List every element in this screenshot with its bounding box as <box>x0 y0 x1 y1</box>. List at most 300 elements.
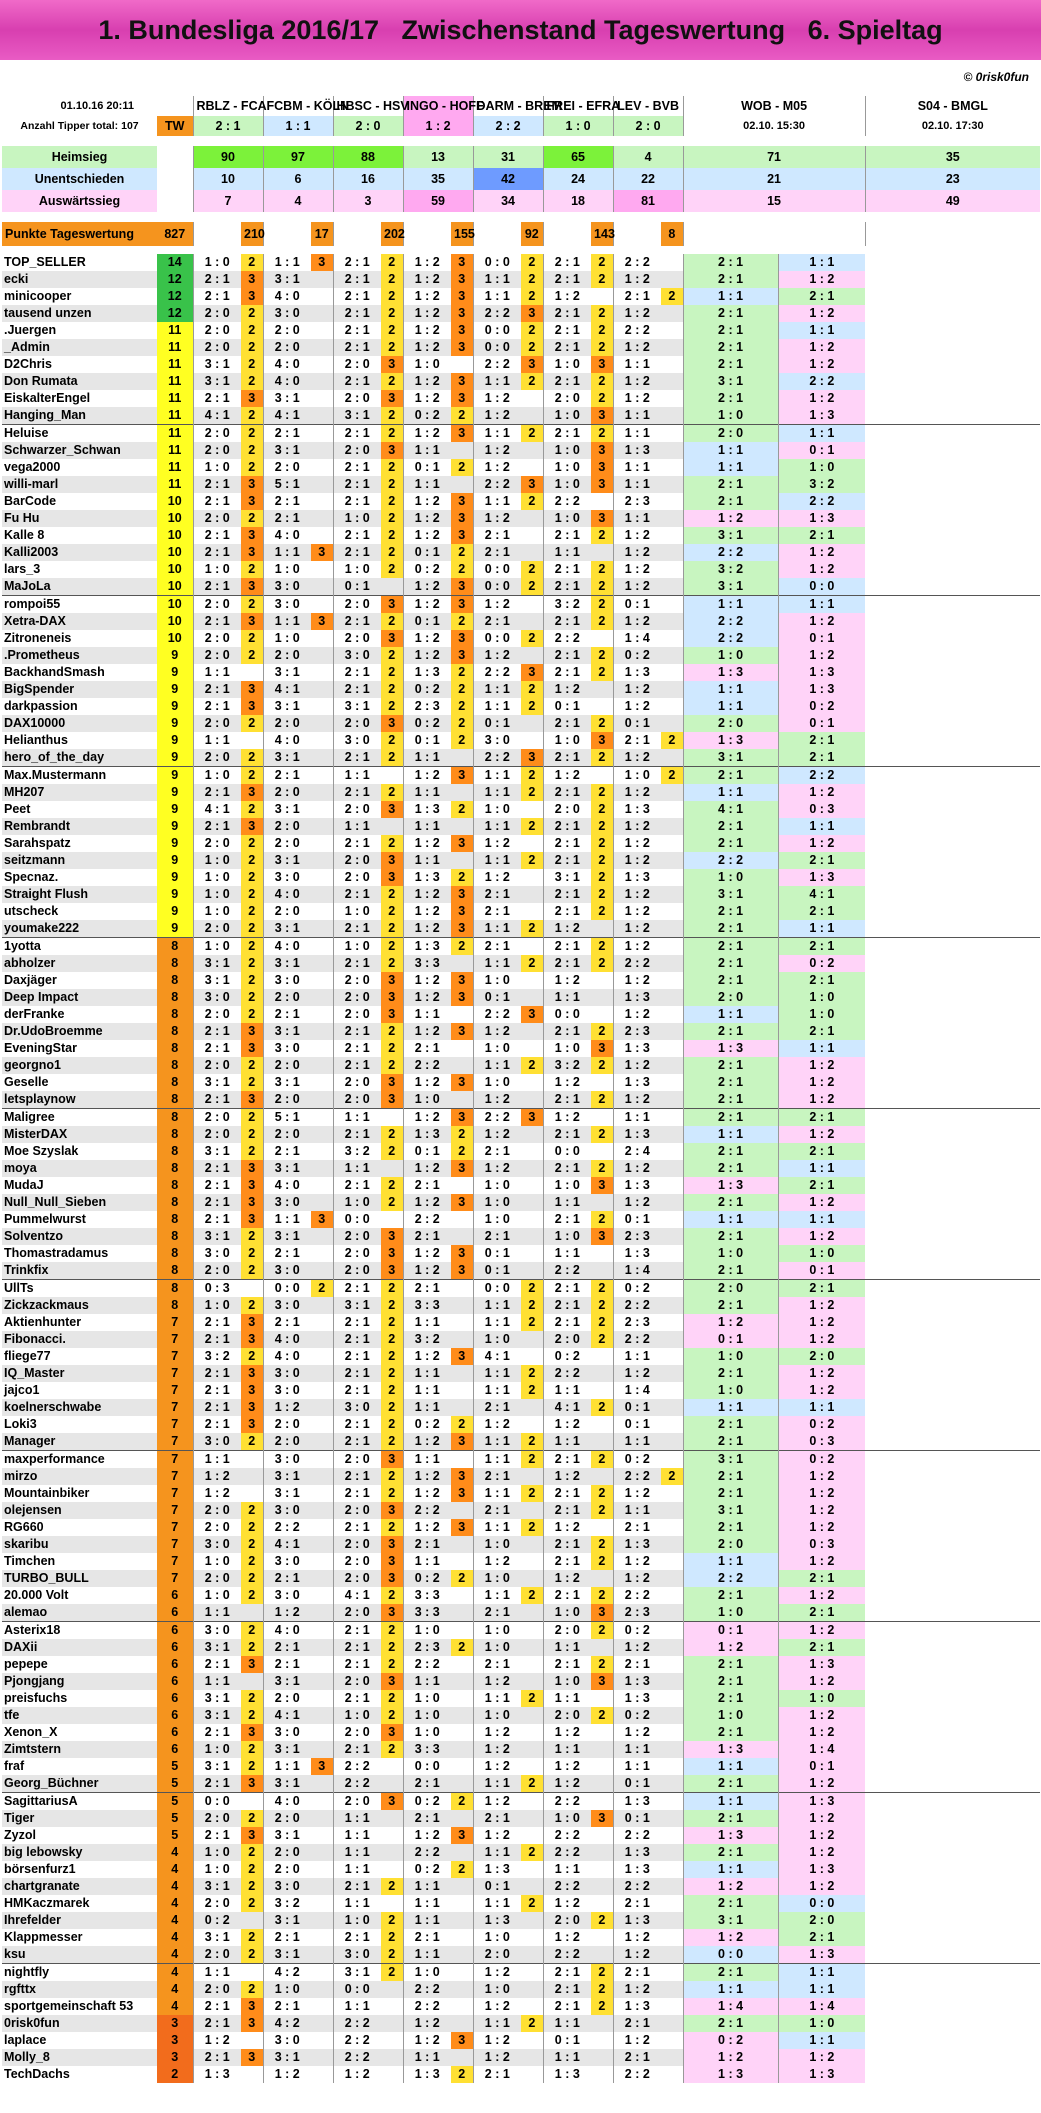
player-points <box>521 1536 543 1553</box>
player-tip: 1 : 2 <box>403 920 451 938</box>
player-tip: 0 : 2 <box>613 1622 661 1640</box>
player-points: 3 <box>451 527 473 544</box>
player-tip: 2 : 0 <box>333 1228 381 1245</box>
player-tip: 2 : 1 <box>473 1143 521 1160</box>
player-tip: 2 : 1 <box>473 2066 521 2083</box>
player-points: 2 <box>591 578 613 596</box>
player-tip: 1 : 2 <box>403 989 451 1006</box>
player-tip: 1 : 2 <box>613 561 661 578</box>
player-points: 2 <box>381 1741 403 1758</box>
player-points: 2 <box>241 442 263 459</box>
player-tw: 6 <box>157 1724 193 1741</box>
player-points <box>521 1143 543 1160</box>
player-tip: 2 : 0 <box>543 1622 591 1640</box>
player-tip: 1 : 3 <box>613 1690 661 1707</box>
player-points: 2 <box>591 613 613 630</box>
player-points <box>311 288 333 305</box>
player-tip: 1 : 0 <box>473 1194 521 1211</box>
player-tip: 1 : 2 <box>613 390 661 407</box>
player-tip: 2 : 2 <box>333 2049 381 2066</box>
stat-value: 4 <box>263 190 333 212</box>
player-tip-open: 2 : 1 <box>683 1023 778 1040</box>
player-points: 2 <box>591 596 613 614</box>
player-name: Daxjäger <box>4 973 57 987</box>
player-points <box>661 271 683 288</box>
player-tip-open: 1 : 2 <box>778 1331 865 1348</box>
player-points: 2 <box>521 784 543 801</box>
player-points <box>521 938 543 956</box>
player-points: 3 <box>451 322 473 339</box>
player-tip-open: 2 : 0 <box>683 1536 778 1553</box>
player-tip: 1 : 1 <box>473 425 521 443</box>
player-points <box>521 1399 543 1416</box>
player-points: 3 <box>241 578 263 596</box>
player-tip-open: 0 : 1 <box>778 1262 865 1280</box>
player-tip: 0 : 2 <box>613 1451 661 1469</box>
player-tip: 1 : 0 <box>543 407 591 425</box>
player-tip: 1 : 1 <box>543 2049 591 2066</box>
player-points: 3 <box>381 1553 403 1570</box>
player-tip: 2 : 1 <box>473 1604 521 1622</box>
player-tw: 8 <box>157 1228 193 1245</box>
table-row <box>2 1023 1040 1040</box>
player-points: 2 <box>381 698 403 715</box>
player-points <box>661 1245 683 1262</box>
table-row <box>2 903 1040 920</box>
player-points <box>381 1981 403 1998</box>
player-tip-open: 3 : 1 <box>683 1912 778 1929</box>
player-points <box>381 2066 403 2083</box>
player-points: 2 <box>241 749 263 767</box>
player-points <box>661 1639 683 1656</box>
player-points: 2 <box>521 322 543 339</box>
player-tw: 14 <box>157 254 193 271</box>
player-tip: 2 : 0 <box>193 647 241 664</box>
table-row <box>2 664 1040 681</box>
player-tip: 1 : 3 <box>613 442 661 459</box>
player-tip-open: 2 : 2 <box>778 767 865 785</box>
player-points <box>591 1861 613 1878</box>
player-tip: 1 : 3 <box>613 1912 661 1929</box>
player-points <box>381 1758 403 1775</box>
player-tip: 2 : 0 <box>193 715 241 732</box>
player-tip: 2 : 1 <box>263 1570 311 1587</box>
player-tip: 1 : 2 <box>613 938 661 956</box>
player-tip: 2 : 2 <box>543 1878 591 1895</box>
player-name: BackhandSmash <box>4 665 105 679</box>
player-points <box>521 801 543 818</box>
player-points <box>661 681 683 698</box>
player-tip: 2 : 1 <box>193 1040 241 1057</box>
player-points: 3 <box>311 1758 333 1775</box>
player-tip: 2 : 1 <box>613 2015 661 2032</box>
player-tip-open: 0 : 2 <box>683 2032 778 2049</box>
player-tip: 2 : 1 <box>543 1280 591 1298</box>
stat-value: 31 <box>473 146 543 168</box>
player-points: 2 <box>381 1280 403 1298</box>
player-tip: 0 : 1 <box>473 989 521 1006</box>
player-points <box>311 1793 333 1811</box>
player-tip: 2 : 1 <box>263 1143 311 1160</box>
player-points <box>381 1160 403 1177</box>
player-points: 2 <box>381 493 403 510</box>
player-points <box>591 1946 613 1964</box>
player-tip-open: 1 : 1 <box>683 1553 778 1570</box>
player-tw: 7 <box>157 1536 193 1553</box>
player-points: 3 <box>451 578 473 596</box>
player-points: 2 <box>381 903 403 920</box>
player-tip: 2 : 1 <box>403 1280 451 1298</box>
player-tip: 3 : 1 <box>263 1673 311 1690</box>
player-tip: 2 : 2 <box>473 664 521 681</box>
player-tip: 2 : 1 <box>543 339 591 356</box>
player-points: 3 <box>451 835 473 852</box>
player-name: abholzer <box>4 956 56 970</box>
player-points <box>311 1570 333 1587</box>
player-tip: 2 : 3 <box>613 1023 661 1040</box>
player-points: 2 <box>591 1280 613 1298</box>
player-tip: 3 : 2 <box>403 1331 451 1348</box>
player-points <box>451 1998 473 2015</box>
player-name: moya <box>4 1161 37 1175</box>
player-points: 3 <box>451 920 473 938</box>
player-name: RG660 <box>4 1520 44 1534</box>
player-tip: 2 : 2 <box>403 1502 451 1519</box>
player-tip-open: 1 : 2 <box>778 1844 865 1861</box>
player-points: 2 <box>521 1519 543 1536</box>
player-tip: 1 : 2 <box>613 1365 661 1382</box>
player-tip-open: 2 : 1 <box>778 1604 865 1622</box>
player-tw: 8 <box>157 989 193 1006</box>
player-points: 2 <box>381 1622 403 1640</box>
player-points <box>311 373 333 390</box>
player-name: alemao <box>4 1605 48 1619</box>
player-tip: 2 : 2 <box>543 1946 591 1964</box>
player-tip: 2 : 0 <box>333 852 381 869</box>
player-points <box>311 1416 333 1433</box>
player-points <box>521 1724 543 1741</box>
player-tip: 2 : 1 <box>543 938 591 956</box>
player-tip-open: 1 : 2 <box>778 1502 865 1519</box>
player-tip-open: 2 : 1 <box>683 1160 778 1177</box>
player-tip: 3 : 0 <box>193 1622 241 1640</box>
player-tip: 2 : 1 <box>543 305 591 322</box>
player-tw: 9 <box>157 732 193 749</box>
player-tip: 2 : 1 <box>543 1211 591 1228</box>
player-name: Thomastradamus <box>4 1246 109 1260</box>
table-row <box>2 989 1040 1006</box>
game-points: 8 <box>661 222 683 246</box>
table-row <box>2 1793 1040 1811</box>
player-tip: 1 : 1 <box>613 425 661 443</box>
player-tip: 1 : 0 <box>193 852 241 869</box>
player-tw: 7 <box>157 1468 193 1485</box>
player-points: 3 <box>451 510 473 527</box>
player-name: jajco1 <box>4 1383 40 1397</box>
player-tip-open: 1 : 2 <box>778 1126 865 1143</box>
player-tw: 4 <box>157 1946 193 1964</box>
player-tip: 2 : 0 <box>333 869 381 886</box>
player-tip: 3 : 0 <box>263 578 311 596</box>
player-tip: 2 : 1 <box>333 305 381 322</box>
player-name: Heluise <box>4 426 49 440</box>
player-tw: 8 <box>157 1109 193 1127</box>
player-points <box>311 1143 333 1160</box>
player-tip: 1 : 1 <box>613 459 661 476</box>
player-tip: 2 : 0 <box>263 1126 311 1143</box>
player-points <box>311 1707 333 1724</box>
player-tip-open: 1 : 0 <box>778 1006 865 1023</box>
table-row <box>2 835 1040 852</box>
player-tip: 1 : 0 <box>473 1622 521 1640</box>
player-tip: 1 : 2 <box>403 425 451 443</box>
table-row <box>2 425 1040 443</box>
player-points: 3 <box>591 459 613 476</box>
player-points <box>451 1280 473 1298</box>
player-points: 3 <box>311 544 333 561</box>
player-points <box>661 784 683 801</box>
player-tw: 9 <box>157 886 193 903</box>
player-points: 2 <box>381 1143 403 1160</box>
player-points: 3 <box>241 476 263 493</box>
player-name: willi-marl <box>4 477 59 491</box>
stat-value: 59 <box>403 190 473 212</box>
player-tip: 1 : 1 <box>543 1433 591 1451</box>
player-points: 3 <box>451 767 473 785</box>
player-name: Max.Mustermann <box>4 768 107 782</box>
player-points: 2 <box>591 1399 613 1416</box>
player-points <box>311 1314 333 1331</box>
player-tip: 1 : 2 <box>403 972 451 989</box>
player-tw: 8 <box>157 1126 193 1143</box>
player-points <box>521 1964 543 1982</box>
player-points <box>311 1348 333 1365</box>
player-points <box>661 407 683 425</box>
table-row <box>2 1502 1040 1519</box>
player-points <box>521 1091 543 1109</box>
player-tip: 1 : 2 <box>543 767 591 785</box>
player-tip: 2 : 1 <box>543 1160 591 1177</box>
player-tw: 4 <box>157 1861 193 1878</box>
table-row <box>2 1280 1040 1298</box>
player-tip: 1 : 1 <box>473 1433 521 1451</box>
player-points <box>311 561 333 578</box>
player-points: 3 <box>381 390 403 407</box>
player-points: 2 <box>591 647 613 664</box>
player-tip-open: 1 : 0 <box>683 647 778 664</box>
player-tip: 2 : 0 <box>333 715 381 732</box>
player-tip-open: 2 : 1 <box>778 1109 865 1127</box>
table-row <box>2 1160 1040 1177</box>
player-tip: 3 : 3 <box>403 1297 451 1314</box>
player-tip-open: 2 : 1 <box>683 2015 778 2032</box>
player-tip: 3 : 1 <box>193 356 241 373</box>
player-tip: 2 : 1 <box>333 373 381 390</box>
player-points: 3 <box>591 732 613 749</box>
player-tip: 1 : 2 <box>613 1929 661 1946</box>
player-tip: 3 : 2 <box>333 1143 381 1160</box>
player-points: 3 <box>381 801 403 818</box>
player-tip: 2 : 1 <box>473 613 521 630</box>
game-result: 2 : 1 <box>193 116 263 136</box>
player-tw: 3 <box>157 2049 193 2066</box>
player-tw: 9 <box>157 664 193 681</box>
player-tip: 2 : 1 <box>193 1160 241 1177</box>
player-tip: 2 : 2 <box>613 1468 661 1485</box>
player-tip: 4 : 1 <box>263 681 311 698</box>
player-tip: 2 : 0 <box>263 1091 311 1109</box>
player-tw: 10 <box>157 630 193 647</box>
player-points <box>661 1775 683 1793</box>
player-points <box>661 869 683 886</box>
player-points: 2 <box>591 1553 613 1570</box>
player-points: 2 <box>241 459 263 476</box>
player-tip-open: 1 : 1 <box>778 1211 865 1228</box>
player-points <box>311 715 333 732</box>
player-tip-open: 2 : 1 <box>778 1929 865 1946</box>
player-tip-open: 1 : 4 <box>778 1998 865 2015</box>
player-points: 3 <box>591 510 613 527</box>
player-tip-open: 2 : 1 <box>683 356 778 373</box>
player-tw: 8 <box>157 1023 193 1040</box>
table-row <box>2 1946 1040 1964</box>
player-tip: 2 : 0 <box>193 1895 241 1912</box>
player-points <box>451 1553 473 1570</box>
player-tip: 2 : 1 <box>193 1194 241 1211</box>
player-tip-open: 1 : 1 <box>683 1793 778 1811</box>
player-tip-open: 1 : 0 <box>683 407 778 425</box>
player-points: 3 <box>521 1109 543 1127</box>
player-points <box>661 2015 683 2032</box>
player-tip: 1 : 1 <box>333 1998 381 2015</box>
player-points <box>591 1074 613 1091</box>
player-tip-open: 2 : 1 <box>683 271 778 288</box>
player-tip: 2 : 0 <box>333 596 381 614</box>
player-points <box>311 1109 333 1127</box>
player-name: Moe Szyslak <box>4 1144 79 1158</box>
player-points <box>311 1057 333 1074</box>
player-points: 2 <box>381 886 403 903</box>
player-points: 2 <box>381 1040 403 1057</box>
player-points <box>591 1006 613 1023</box>
player-tip: 1 : 0 <box>333 510 381 527</box>
player-points: 2 <box>451 664 473 681</box>
player-tip: 2 : 1 <box>193 476 241 493</box>
player-tw: 5 <box>157 1827 193 1844</box>
player-tip: 1 : 0 <box>333 1912 381 1929</box>
player-points: 2 <box>591 254 613 271</box>
player-points: 2 <box>591 1656 613 1673</box>
player-points <box>661 1741 683 1758</box>
player-tip: 2 : 1 <box>543 561 591 578</box>
player-tip-open: 1 : 2 <box>683 510 778 527</box>
player-points: 2 <box>451 1793 473 1811</box>
player-points: 2 <box>381 322 403 339</box>
player-tip-open: 2 : 1 <box>683 1775 778 1793</box>
player-points <box>661 1194 683 1211</box>
player-points: 3 <box>381 1673 403 1690</box>
player-tip: 1 : 1 <box>193 1451 241 1469</box>
player-points <box>591 1793 613 1811</box>
player-tip: 2 : 1 <box>473 1468 521 1485</box>
player-points: 2 <box>241 1844 263 1861</box>
player-tip-open: 2 : 0 <box>683 425 778 443</box>
table-row <box>2 1433 1040 1451</box>
player-tip: 1 : 0 <box>473 972 521 989</box>
player-name: DAXii <box>4 1640 38 1654</box>
player-tip: 1 : 2 <box>613 1485 661 1502</box>
player-points: 2 <box>451 869 473 886</box>
player-points <box>521 407 543 425</box>
player-name: TURBO_BULL <box>4 1571 89 1585</box>
player-tip: 2 : 0 <box>333 1570 381 1587</box>
player-tip: 2 : 1 <box>193 1314 241 1331</box>
player-tip: 2 : 0 <box>193 510 241 527</box>
player-tip-open: 1 : 2 <box>778 1228 865 1245</box>
player-points: 2 <box>241 767 263 785</box>
player-tip-open: 3 : 1 <box>683 1502 778 1519</box>
player-points <box>311 1399 333 1416</box>
player-tip: 1 : 2 <box>473 1673 521 1690</box>
player-tip-open: 1 : 2 <box>778 544 865 561</box>
player-points <box>661 1040 683 1057</box>
player-points: 2 <box>241 920 263 938</box>
player-tip: 1 : 2 <box>403 1109 451 1127</box>
player-tip: 2 : 0 <box>263 1810 311 1827</box>
player-tip: 1 : 2 <box>403 1160 451 1177</box>
player-points: 2 <box>451 715 473 732</box>
player-tip-open: 2 : 1 <box>683 1074 778 1091</box>
player-tip: 2 : 1 <box>193 1724 241 1741</box>
player-tip: 1 : 2 <box>613 681 661 698</box>
player-points: 3 <box>241 1724 263 1741</box>
player-points: 2 <box>451 938 473 956</box>
player-points <box>311 1074 333 1091</box>
stat-value: 22 <box>613 168 683 190</box>
player-tip: 1 : 2 <box>473 390 521 407</box>
player-points: 2 <box>381 1878 403 1895</box>
player-tip: 1 : 2 <box>193 1468 241 1485</box>
player-tip-open: 2 : 1 <box>683 1057 778 1074</box>
player-tip-open: 1 : 4 <box>778 1741 865 1758</box>
player-tip: 2 : 0 <box>263 715 311 732</box>
player-tip-open: 2 : 1 <box>683 1109 778 1127</box>
player-tip: 1 : 2 <box>403 527 451 544</box>
player-points: 3 <box>451 886 473 903</box>
player-points: 2 <box>451 1861 473 1878</box>
player-points <box>661 1280 683 1298</box>
player-points: 2 <box>381 544 403 561</box>
player-tip: 2 : 0 <box>263 1057 311 1074</box>
player-points: 2 <box>241 254 263 271</box>
player-points <box>311 630 333 647</box>
player-tip: 2 : 1 <box>263 1245 311 1262</box>
player-points <box>451 1314 473 1331</box>
player-points <box>311 596 333 614</box>
table-row <box>2 271 1040 288</box>
player-points: 2 <box>381 1331 403 1348</box>
player-tw: 4 <box>157 1998 193 2015</box>
player-points <box>451 356 473 373</box>
player-tip-open: 2 : 1 <box>778 1143 865 1160</box>
player-tip: 2 : 0 <box>263 459 311 476</box>
player-tw: 9 <box>157 835 193 852</box>
player-points: 2 <box>241 903 263 920</box>
game-name: FREI - EFRA <box>543 96 613 116</box>
player-tip: 1 : 2 <box>613 1091 661 1109</box>
player-tip: 1 : 1 <box>473 373 521 390</box>
stat-value: 97 <box>263 146 333 168</box>
